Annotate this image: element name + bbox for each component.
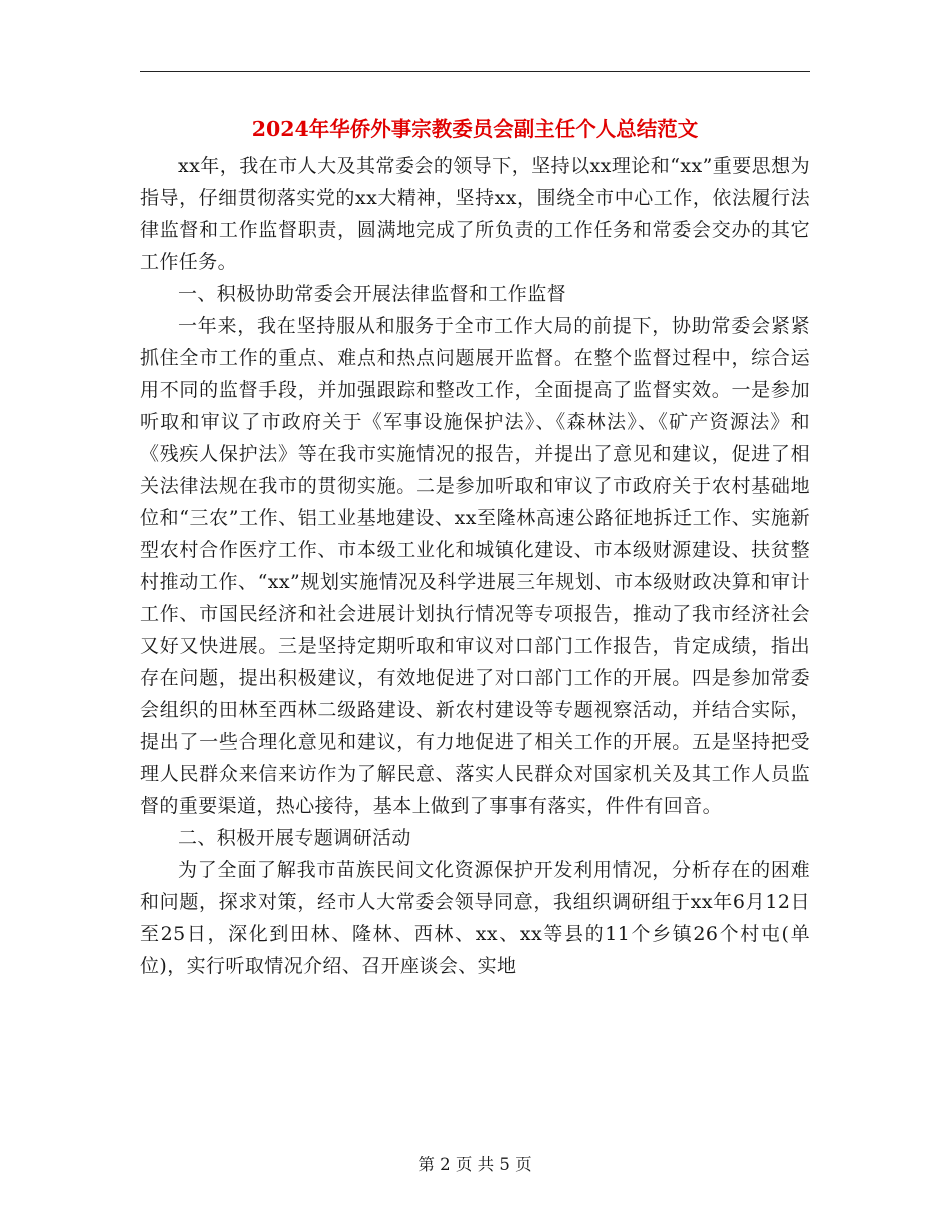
paragraph-intro: xx年，我在市人大及其常委会的领导下，坚持以xx理论和“xx”重要思想为指导，仔细贯彻落实党的xx大精神，坚持xx，围绕全市中心工作，依法履行法律监督和工作监督职责，圆满地完成了所负责的工作任务和常委会交办的其它工作任务。 bbox=[140, 155, 810, 273]
document-title: 2024年华侨外事宗教委员会副主任个人总结范文 bbox=[251, 117, 699, 141]
paragraph-section-1: 一年来，我在坚持服从和服务于全市工作大局的前提下，协助常委会紧紧抓住全市工作的重点、难点和热点问题展开监督。在整个监督过程中，综合运用不同的监督手段，并加强跟踪和整改工作，全面提高了监督实效。一是参加听取和审议了市政府关于《军事设施保护法》、《森林法》、《矿产资源法》和《残疾人保护法》等在我市实施情况的报告，并提出了意见和建议，促进了相关法律法规在我市的贯彻实施。二是参加听取和审议了市政府关于农村基础地位和“三农”工作、铝工业基地建设、xx至隆林高速公路征地拆迁工作、实施新型农村合作医疗工作、市本级工业化和城镇化建设、市本级财源建设、扶贫整村推动工作、“xx”规划实施情况及科学进展三年规划、市本级财政决算和审计工作、市国民经济和社会进展计划执行情况等专项报告，推动了我市经济社会又好又快进展。三是坚持定期听取和审议对口部门工作报告，肯定成绩，指出存在问题，提出积极建议，有效地促进了对口部门工作的开展。四是参加常委会组织的田林至西林二级路建设、新农村建设等专题视察活动，并结合实际，提出了一些合理化意见和建议，有力地促进了相关工作的开展。五是坚持把受理人民群众来信来访作为了解民意、落实人民群众对国家机关及其工作人员监督的重要渠道，热心接待，基本上做到了事事有落实，件件有回音。 bbox=[140, 315, 810, 817]
paragraph-section-2: 为了全面了解我市苗族民间文化资源保护开发利用情况，分析存在的困难和问题，探求对策，经市人大常委会领导同意，我组织调研组于xx年6月12日至25日，深化到田林、隆林、西林、xx、xx等县的11个乡镇26个村屯(单位)，实行听取情况介绍、召开座谈会、实地 bbox=[140, 859, 810, 977]
section-heading-1: 一、积极协助常委会开展法律监督和工作监督 bbox=[178, 283, 567, 305]
header-rule bbox=[140, 71, 810, 72]
page-footer: 第 2 页 共 5 页 bbox=[418, 1155, 532, 1174]
section-heading-2: 二、积极开展专题调研活动 bbox=[178, 827, 411, 849]
document-body bbox=[140, 150, 810, 982]
